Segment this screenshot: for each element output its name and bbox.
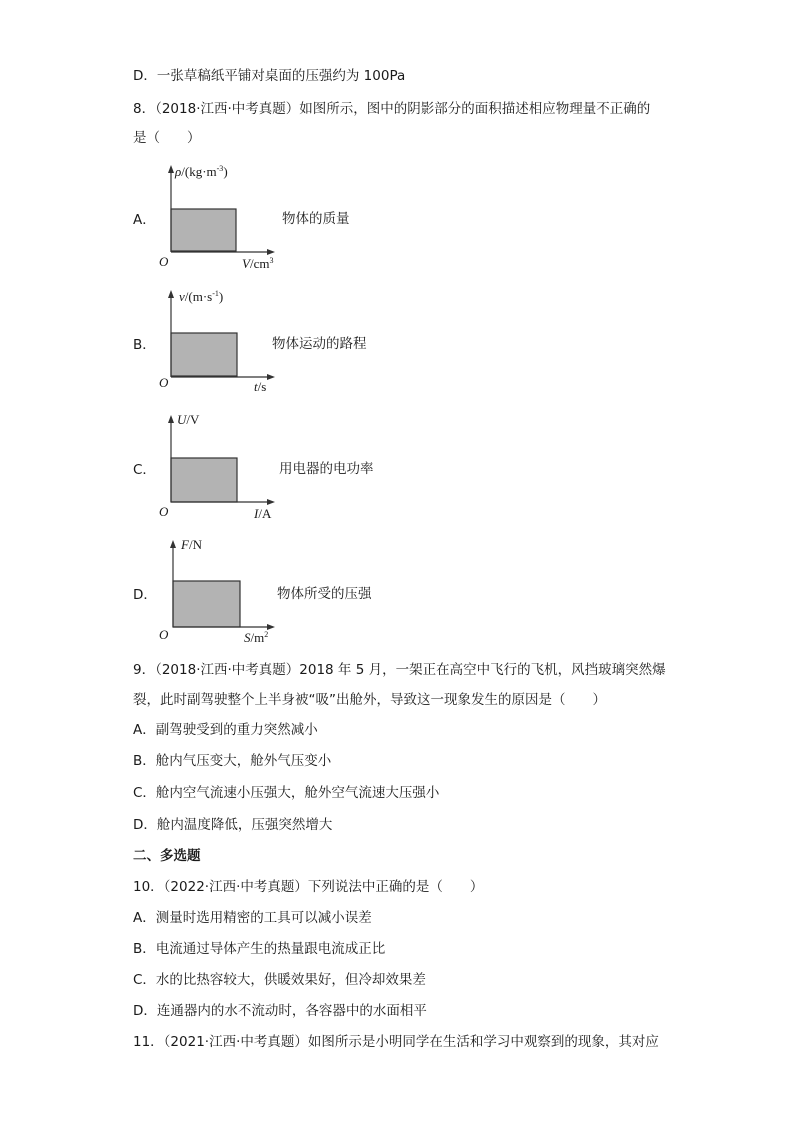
q9-stem-line1: 9．（2018·江西·中考真题）2018 年 5 月，一架正在高空中飞行的飞机，风挡玻璃突然爆: [133, 662, 666, 678]
q8-option-d-label: D．: [133, 587, 157, 603]
q8-option-b-label: B．: [133, 337, 156, 353]
y-axis-arrow: [168, 415, 174, 423]
q10-option-d: D．连通器内的水不流动时，各容器中的水面相平: [133, 1003, 427, 1019]
origin-label: O: [159, 375, 169, 390]
x-axis-label: $V/cm^3$: [242, 256, 274, 271]
q8-option-c-desc: 用电器的电功率: [279, 461, 374, 477]
q8-option-d-graph: [155, 535, 295, 650]
shaded-area: [171, 209, 236, 251]
y-axis-arrow: [170, 540, 176, 548]
q8-stem-line1: 8．（2018·江西·中考真题）如图所示，图中的阴影部分的面积描述相应物理量不正确的: [133, 101, 651, 117]
y-axis-label: F/N: [181, 537, 202, 552]
q8-option-a-desc: 物体的质量: [282, 211, 350, 227]
q9-option-c: C．舱内空气流速小压强大，舱外空气流速大压强小: [133, 785, 440, 801]
y-axis-label: U/V: [177, 412, 200, 427]
q10-option-b: B．电流通过导体产生的热量跟电流成正比: [133, 941, 386, 957]
q10-option-c: C．水的比热容较大，供暖效果好，但冷却效果差: [133, 972, 426, 988]
q8-stem-line2: 是（ ）: [133, 130, 201, 146]
q9-option-d: D．舱内温度降低，压强突然增大: [133, 817, 333, 833]
q8-option-d-desc: 物体所受的压强: [277, 586, 372, 602]
x-axis-arrow: [267, 499, 275, 505]
q9-stem-line2: 裂，此时副驾驶整个上半身被“吸”出舱外，导致这一现象发生的原因是（ ）: [133, 692, 606, 708]
q8-option-c-graph: [155, 410, 295, 525]
q9-option-a: A．副驾驶受到的重力突然减小: [133, 722, 318, 738]
y-axis-arrow: [168, 165, 174, 173]
q8-option-a-label: A．: [133, 212, 156, 228]
x-axis-label: $S/m^2$: [244, 630, 269, 645]
origin-label: O: [159, 254, 169, 269]
y-axis-label: $v/(m\cdot s^{-1})$: [179, 289, 224, 304]
x-axis-label: I/A: [254, 506, 272, 521]
section-heading: 二、多选题: [133, 848, 201, 864]
y-axis-arrow: [168, 290, 174, 298]
origin-label: O: [159, 627, 169, 642]
q8-option-b-desc: 物体运动的路程: [272, 336, 367, 352]
q8-option-c-label: C．: [133, 462, 156, 478]
q8-option-a-graph: [155, 160, 295, 275]
q9-option-b: B．舱内气压变大，舱外气压变小: [133, 753, 332, 769]
shaded-area: [173, 581, 240, 627]
q7-option-d: D．一张草稿纸平铺对桌面的压强约为 100Pa: [133, 68, 406, 84]
q10-option-a: A．测量时选用精密的工具可以减小误差: [133, 910, 372, 926]
x-axis-arrow: [267, 249, 275, 255]
q11-stem: 11．（2021·江西·中考真题）如图所示是小明同学在生活和学习中观察到的现象，其对应: [133, 1034, 659, 1050]
q10-stem: 10．（2022·江西·中考真题）下列说法中正确的是（ ）: [133, 879, 484, 895]
x-axis-arrow: [267, 374, 275, 380]
shaded-area: [171, 333, 237, 376]
origin-label: O: [159, 504, 169, 519]
x-axis-label: t/s: [254, 379, 267, 394]
shaded-area: [171, 458, 237, 502]
y-axis-label: $\rho/(kg\cdot m^{-3})$: [175, 164, 228, 179]
